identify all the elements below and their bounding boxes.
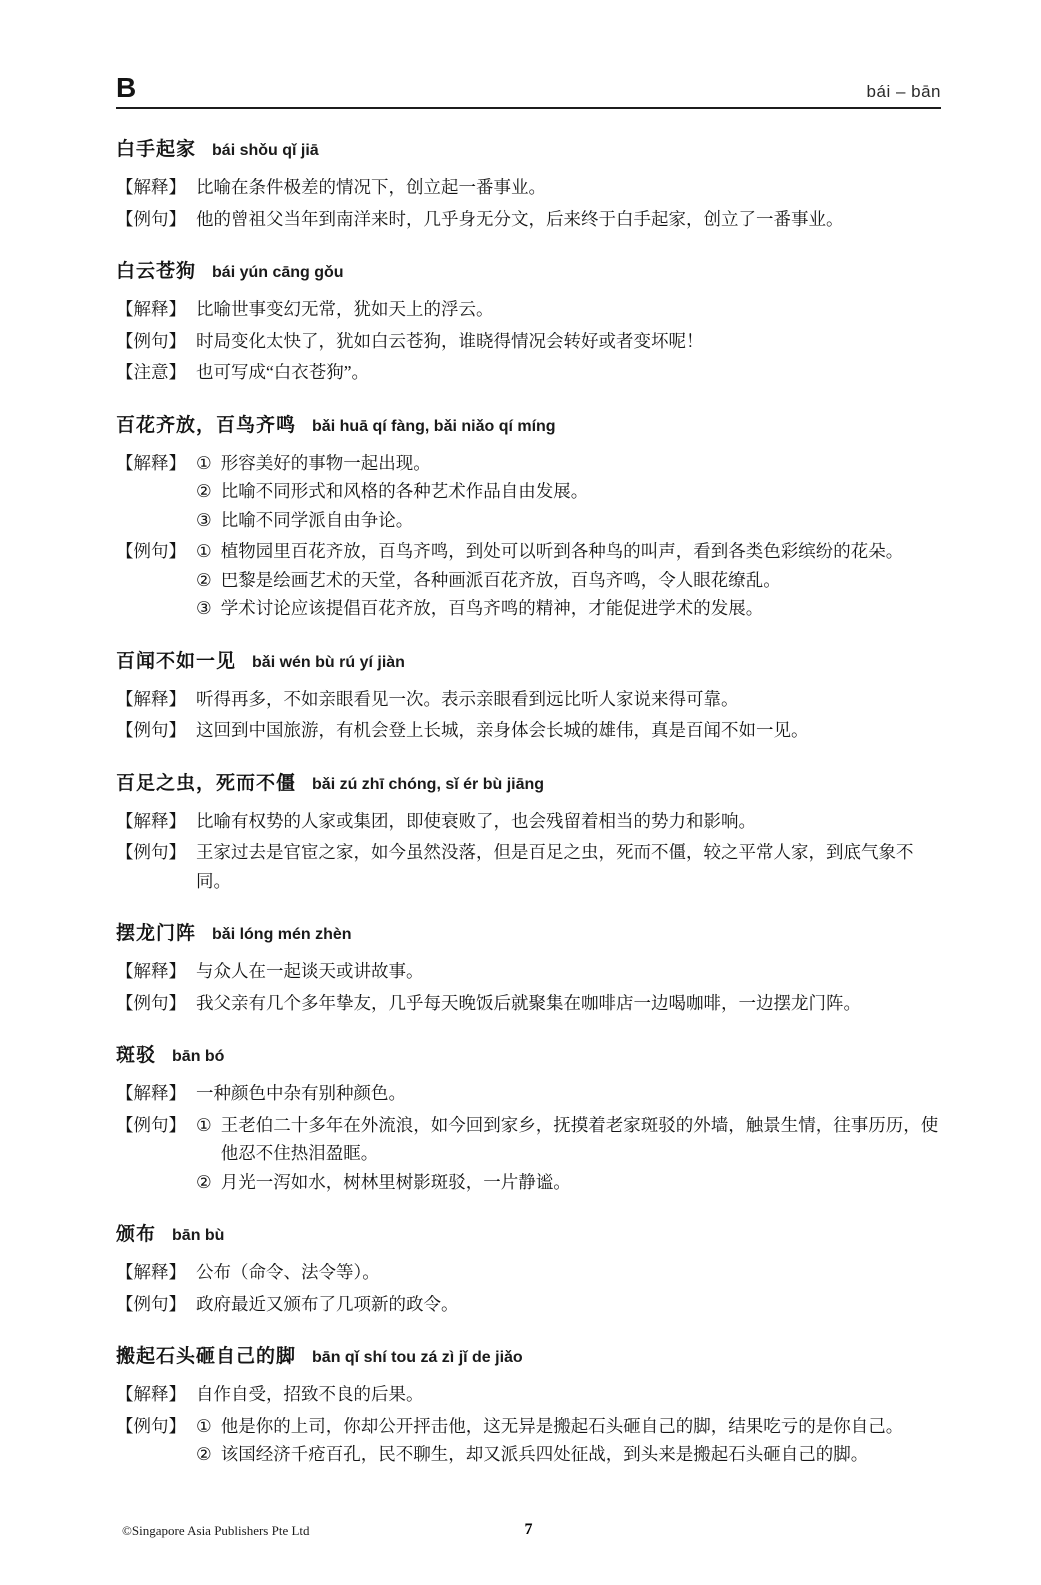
entry-headword: 颁布 bbox=[116, 1224, 157, 1245]
copyright-notice: ©Singapore Asia Publishers Pte Ltd bbox=[122, 1522, 310, 1538]
entry-explanation bbox=[116, 1380, 941, 1409]
entry-line bbox=[196, 1380, 941, 1409]
item-number: ② bbox=[196, 481, 212, 501]
entry-line bbox=[196, 327, 941, 356]
item-text: 公布（命令、法令等）。 bbox=[196, 1262, 380, 1282]
entry-example bbox=[116, 1412, 941, 1469]
entry-line bbox=[196, 1412, 941, 1441]
item-text: 时局变化太快了，犹如白云苍狗，谁晓得情况会转好或者变坏呢！ bbox=[196, 330, 704, 351]
example-label: 【例句】 bbox=[116, 720, 186, 740]
example-label: 【例句】 bbox=[116, 1293, 186, 1314]
page-range-guide: bái – bān bbox=[866, 82, 941, 101]
dictionary-entry bbox=[116, 917, 941, 1017]
item-text: 我父亲有几个多年挚友，几乎每天晚饭后就聚集在咖啡店一边喝咖啡，一边摆龙门阵。 bbox=[196, 992, 861, 1013]
entry-line bbox=[196, 477, 941, 506]
entry-line bbox=[196, 957, 941, 986]
entry-explanation bbox=[116, 685, 941, 714]
entry-example bbox=[116, 327, 941, 356]
example-label: 【例句】 bbox=[116, 330, 186, 351]
explanation-label: 【解释】 bbox=[116, 1384, 186, 1404]
entry-headline bbox=[116, 917, 941, 950]
explanation-label: 【解释】 bbox=[116, 961, 186, 981]
item-text: 王家过去是官宦之家，如今虽然没落，但是百足之虫，死而不僵，较之平常人家，到底气象不同。 bbox=[196, 842, 914, 891]
entry-line bbox=[196, 1440, 941, 1469]
explanation-label: 【解释】 bbox=[116, 688, 186, 709]
entry-pinyin: bǎi huā qí fàng, bǎi niǎo qí míng bbox=[312, 417, 556, 435]
item-text: 月光一泻如水，树林里树影斑驳，一片静谧。 bbox=[220, 1171, 571, 1192]
entry-line bbox=[196, 685, 941, 714]
entry-pinyin: bān qǐ shí tou zá zì jǐ de jiǎo bbox=[312, 1349, 523, 1366]
entry-headword: 白云苍狗 bbox=[116, 261, 197, 282]
example-items bbox=[196, 1290, 941, 1319]
example-items bbox=[196, 537, 941, 623]
entry-pinyin: bái yún cāng gǒu bbox=[212, 264, 344, 281]
item-text: 也可写成“白衣苍狗”。 bbox=[196, 362, 370, 382]
dictionary-entry bbox=[116, 767, 941, 896]
explanation-items bbox=[196, 295, 941, 324]
entry-pinyin: bǎi wén bù rú yí jiàn bbox=[252, 653, 405, 671]
page-number: 7 bbox=[524, 1520, 533, 1538]
example-items bbox=[196, 1111, 941, 1197]
entry-headword: 百花齐放，百鸟齐鸣 bbox=[116, 414, 297, 436]
item-text: 比喻有权势的人家或集团，即使衰败了，也会残留着相当的势力和影响。 bbox=[196, 810, 756, 831]
entry-line bbox=[196, 838, 941, 895]
explanation-label: 【解释】 bbox=[116, 299, 186, 319]
example-items bbox=[196, 205, 941, 234]
explanation-items bbox=[196, 449, 941, 535]
example-items bbox=[196, 716, 941, 745]
explanation-label: 【解释】 bbox=[116, 177, 186, 197]
item-text: 一种颜色中杂有别种颜色。 bbox=[196, 1083, 406, 1103]
item-number: ② bbox=[196, 569, 212, 590]
entry-example bbox=[116, 1290, 941, 1319]
entry-line bbox=[196, 358, 941, 387]
explanation-label: 【解释】 bbox=[116, 452, 186, 473]
dictionary-entry bbox=[116, 1218, 941, 1318]
example-label: 【例句】 bbox=[116, 541, 186, 561]
explanation-items bbox=[196, 173, 941, 202]
entry-headword: 百足之虫，死而不僵 bbox=[116, 772, 297, 794]
entry-pinyin: bǎi zú zhī chóng, sǐ ér bù jiāng bbox=[312, 775, 545, 793]
example-label: 【例句】 bbox=[116, 842, 186, 862]
entry-pinyin: bái shǒu qǐ jiā bbox=[212, 142, 319, 159]
entry-line bbox=[196, 989, 941, 1018]
entry-line bbox=[196, 716, 941, 745]
explanation-label: 【解释】 bbox=[116, 1262, 186, 1282]
entry-line bbox=[196, 205, 941, 234]
item-text: 王老伯二十多年在外流浪，如今回到家乡，抚摸着老家斑驳的外墙，触景生情，往事历历，使他忍不住热泪盈眶。 bbox=[220, 1114, 939, 1163]
item-number: ② bbox=[196, 1171, 212, 1192]
item-text: 巴黎是绘画艺术的天堂，各种画派百花齐放，百鸟齐鸣，令人眼花缭乱。 bbox=[220, 569, 781, 590]
entry-line bbox=[196, 1079, 941, 1108]
item-text: 听得再多，不如亲眼看见一次。表示亲眼看到远比听人家说来得可靠。 bbox=[196, 688, 739, 709]
explanation-label: 【解释】 bbox=[116, 810, 186, 831]
explanation-items bbox=[196, 1258, 941, 1287]
entry-headline bbox=[116, 1039, 941, 1072]
entry-line bbox=[196, 1290, 941, 1319]
entry-line bbox=[196, 449, 941, 478]
entry-pinyin: bān bù bbox=[172, 1227, 225, 1244]
entry-line bbox=[196, 295, 941, 324]
item-number: ① bbox=[196, 452, 212, 473]
entry-line bbox=[196, 807, 941, 836]
entry-headline bbox=[116, 409, 941, 442]
dictionary-entry bbox=[116, 409, 941, 623]
entry-explanation bbox=[116, 957, 941, 986]
example-items bbox=[196, 838, 941, 895]
dictionary-entry bbox=[116, 1340, 941, 1469]
entry-headword: 搬起石头砸自己的脚 bbox=[116, 1346, 297, 1367]
item-number: ③ bbox=[196, 598, 212, 618]
entry-example bbox=[116, 989, 941, 1018]
explanation-items bbox=[196, 1380, 941, 1409]
section-letter: B bbox=[116, 72, 137, 103]
item-number: ② bbox=[196, 1444, 212, 1464]
item-text: 比喻在条件极差的情况下，创立起一番事业。 bbox=[196, 177, 546, 197]
item-text: 比喻世事变幻无常，犹如天上的浮云。 bbox=[196, 299, 494, 319]
entry-example bbox=[116, 537, 941, 623]
entry-headline bbox=[116, 767, 941, 800]
explanation-label: 【解释】 bbox=[116, 1083, 186, 1103]
entry-headword: 摆龙门阵 bbox=[116, 923, 197, 944]
item-text: 该国经济千疮百孔，民不聊生，却又派兵四处征战，到头来是搬起石头砸自己的脚。 bbox=[220, 1444, 869, 1464]
example-label: 【例句】 bbox=[116, 1114, 186, 1135]
entry-example bbox=[116, 838, 941, 895]
item-text: 他是你的上司，你却公开抨击他，这无异是搬起石头砸自己的脚，结果吃亏的是你自己。 bbox=[220, 1415, 904, 1436]
item-text: 他的曾祖父当年到南洋来时，几乎身无分文，后来终于白手起家，创立了一番事业。 bbox=[196, 208, 844, 229]
explanation-items bbox=[196, 1079, 941, 1108]
example-items bbox=[196, 327, 941, 356]
entries bbox=[116, 133, 941, 1491]
entry-explanation bbox=[116, 1258, 941, 1287]
example-items bbox=[196, 989, 941, 1018]
dictionary-entry bbox=[116, 1039, 941, 1196]
item-text: 植物园里百花齐放，百鸟齐鸣，到处可以听到各种鸟的叫声，看到各类色彩缤纷的花朵。 bbox=[220, 541, 904, 561]
explanation-items bbox=[196, 957, 941, 986]
entry-explanation bbox=[116, 295, 941, 324]
entry-explanation bbox=[116, 449, 941, 535]
item-text: 自作自受，招致不良的后果。 bbox=[196, 1384, 424, 1404]
page-header bbox=[116, 74, 941, 109]
entry-headword: 百闻不如一见 bbox=[116, 650, 237, 672]
item-number: ① bbox=[196, 1415, 212, 1436]
example-label: 【例句】 bbox=[116, 1415, 186, 1436]
entry-note bbox=[116, 358, 941, 387]
entry-headline bbox=[116, 133, 941, 166]
entry-headword: 斑驳 bbox=[116, 1045, 157, 1066]
dictionary-entry bbox=[116, 255, 941, 387]
example-label: 【例句】 bbox=[116, 992, 186, 1013]
note-label: 【注意】 bbox=[116, 362, 186, 382]
item-text: 形容美好的事物一起出现。 bbox=[220, 452, 431, 473]
item-text: 这回到中国旅游，有机会登上长城，亲身体会长城的雄伟，真是百闻不如一见。 bbox=[196, 720, 809, 740]
item-text: 比喻不同形式和风格的各种艺术作品自由发展。 bbox=[220, 481, 589, 501]
entry-line bbox=[196, 506, 941, 535]
entry-headline bbox=[116, 255, 941, 288]
example-items bbox=[196, 1412, 941, 1469]
item-number: ① bbox=[196, 541, 212, 561]
entry-line bbox=[196, 537, 941, 566]
entry-explanation bbox=[116, 1079, 941, 1108]
page-footer bbox=[116, 1491, 941, 1539]
entry-line bbox=[196, 1168, 941, 1197]
entry-line bbox=[196, 1258, 941, 1287]
dictionary-entry bbox=[116, 645, 941, 745]
item-text: 与众人在一起谈天或讲故事。 bbox=[196, 961, 424, 981]
entry-pinyin: bǎi lóng mén zhèn bbox=[212, 926, 352, 943]
entry-example bbox=[116, 205, 941, 234]
entry-line bbox=[196, 594, 941, 623]
example-label: 【例句】 bbox=[116, 208, 186, 229]
entry-headword: 白手起家 bbox=[116, 139, 197, 160]
item-number: ① bbox=[196, 1114, 212, 1135]
explanation-items bbox=[196, 807, 941, 836]
explanation-items bbox=[196, 685, 941, 714]
entry-line bbox=[196, 1111, 941, 1168]
entry-line bbox=[196, 173, 941, 202]
entry-headline bbox=[116, 1340, 941, 1373]
entry-headline bbox=[116, 1218, 941, 1251]
entry-line bbox=[196, 566, 941, 595]
note-items bbox=[196, 358, 941, 387]
entry-example bbox=[116, 1111, 941, 1197]
item-text: 学术讨论应该提倡百花齐放，百鸟齐鸣的精神，才能促进学术的发展。 bbox=[220, 598, 764, 618]
entry-headline bbox=[116, 645, 941, 678]
entry-example bbox=[116, 716, 941, 745]
entry-pinyin: bān bó bbox=[172, 1048, 225, 1065]
dictionary-entry bbox=[116, 133, 941, 233]
item-number: ③ bbox=[196, 509, 212, 530]
entry-explanation bbox=[116, 807, 941, 836]
item-text: 比喻不同学派自由争论。 bbox=[220, 509, 414, 530]
item-text: 政府最近又颁布了几项新的政令。 bbox=[196, 1293, 459, 1314]
entry-explanation bbox=[116, 173, 941, 202]
